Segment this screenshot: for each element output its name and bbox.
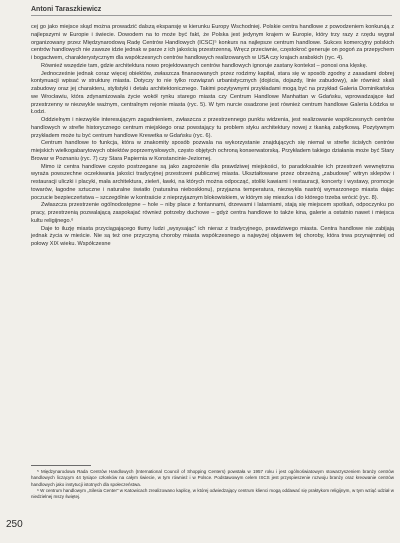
- paragraph: Oddzielnym i niezwykle interesującym zagadnieniem, zwłaszcza z przestrzennego punktu widzenia, jest realizowanie współczesnych centrów handlowych w strefie historycznego centrum miejskiego oraz powstający tu problem styku architektury nowej z tkanką zabytkową. Pozytywnym przykładem może tu być centrum handlowe Krewetka w Gdańsku (ryc. 6).: [31, 117, 394, 139]
- paragraph: cej go jako miejsce skąd można prowadzić dalszą ekspansję w kierunku Europy Wschodniej. Polskie centra handlowe z powodzeniem konkurują z najlepszymi w Europie i świecie. Dowodem na to może być fakt, że Polska jest jedynym krajem w Europie, który trzy razy z rzędu wygrał organizowany przez Międzynarodową Radę Centrów Handlowych (ICSC)⁵ konkurs na najlepsze centrum handlowe. Sukces komercyjny polskich centrów handlowych nie zawsze idzie jednak w parze z ich jakością przestrzenną. Wręcz przeciwnie, częstokroć generuje on pogoń za przepychem i bogactwem, charakterystycznym dla współczesnych centrów handlowych realizowanych w USA czy krajach arabskich (ryc. 4).: [31, 24, 394, 61]
- paragraph: Centrum handlowe to funkcja, która w znakomity sposób pozwala na wykorzystanie znajdujących się niemal w strefie ścisłych centrów miejskich wielkogabarytowych obiektów poprzemysłowych, często objętych ochroną konserwatorską. Przykładem takiego działania może być Stary Browar w Poznaniu (ryc. 7) czy Stara Papiernia w Konstancinie-Jeziornej.: [31, 140, 394, 162]
- body-text: [31, 24, 394, 249]
- footnote: ⁶ W centrum handlowym „Silesia Center” w Katowicach zrealizowano kaplicę, w której odwiedzający centrum klienci mogą oddawać się praktykom religijnym, w tym wziąć udział w niedzielnej mszy świętej.: [31, 487, 394, 500]
- footnote-rule: [31, 465, 91, 466]
- paragraph: Daje to iluzję miasta przyciągającego tłumy ludzi „wysysając” ich nieraz z tradycyjnego, prawdziwego miasta. Centra handlowe nie zabijają jednak życia w mieście. Nie są też one przyczyną choroby miasta współczesnego a najwyżej objawem tej choroby, która trwa przynajmniej od połowy XIX wieku. Współczesne: [31, 225, 394, 247]
- footnote: ⁵ Międzynarodowa Rada Centrów Handlowych (International Council of Shopping Centers) powstała w 1957 roku i jest ogólnoświatowym stowarzyszeniem branży centrów handlowych liczącym 44 tysiące członków na całym świecie, w tym również i w Polsce. Podstawowym celem ISCS jest przyspieszenie rozwoju branży oraz kreowanie centrów handlowych jako instytucji istotnych dla społeczeństwa.: [31, 469, 394, 487]
- paragraph: Mimo iż centra handlowe często postrzegane są jako zagrożenie dla prawdziwej miejskości, to paradoksalnie ich przestrzeń wewnętrzna wyraża powszechne oczekiwania jakości tradycyjnej przestrzeni publicznej miasta. Ukształtowane przez obrzeżną „zabudowę” witryn sklepów i restauracji uliczki i placyki, mała architektura, zieleń, ławki, na których można odpocząć, stoliki kawiarni i restauracji, koncerty i wystawy, promocje towarów, łagodne sztuczne i naturalne światło (naturalna nieboskłonu), przyjazna temperatura, niezwykła nastrój wymarzonego miasta dając poczucie bezpieczeństwa – szczególnie w kontraście z nieprzyjaznym blokowiskiem, w którym się mieszka i do którego trzeba wrócić (ryc. 8).: [31, 163, 394, 201]
- footnotes: [31, 469, 394, 500]
- paragraph: Równieź wszędzie tam, gdzie architektura nowo projektowanych centrów handlowych ignoruje zastany kontekst – ponosi ona klęskę.: [41, 62, 368, 69]
- page-number: 250: [6, 519, 23, 530]
- running-head: Antoni Taraszkiewicz: [31, 6, 102, 13]
- header-rule: [31, 15, 392, 16]
- paragraph: Zwłaszcza przestrzenie ogólnodostępne – hole – niby place z fontannami, drzewami i latarniami, stają się miejscem spotkań, odpoczynku po pracy, przestrzenią pozwalającą zaspokajać również potrzeby duchowe – gdyż centra handlowe to także kina, galerie a ostatnio nawet i miejsca kultu religijnego.⁶: [31, 202, 394, 224]
- paragraph: Jednocześnie jednak coraz więcej obiektów, zwłaszcza finansowanych przez rodzimy kapitał, stara się w sposób zgodny z zasadami dobrej kontynuacji wpisać w strukturę miasta. Dotyczy to nie tylko rozwiązań urbanistycznych (dojścia, dojazdy, linie zabudowy), ale również skali zabudowy oraz jej charakteru, stylistyki i detalu architektonicznego. Takimi pozytywnymi przykładami mogą być na przykład Galeria Dominikańska we Wrocławiu, która zdynamizowała życie wokół rynku starego miasta czy Centrum Handlowe Manhattan w Gdańsku, wprowadzające ład przestrzenny w niezwykle ważnym, centralnym rejonie miasta (ryc. 5). W tym nurcie osadzone jest również centrum handlowe Galeria Łódzka w Łodzi.: [31, 70, 394, 116]
